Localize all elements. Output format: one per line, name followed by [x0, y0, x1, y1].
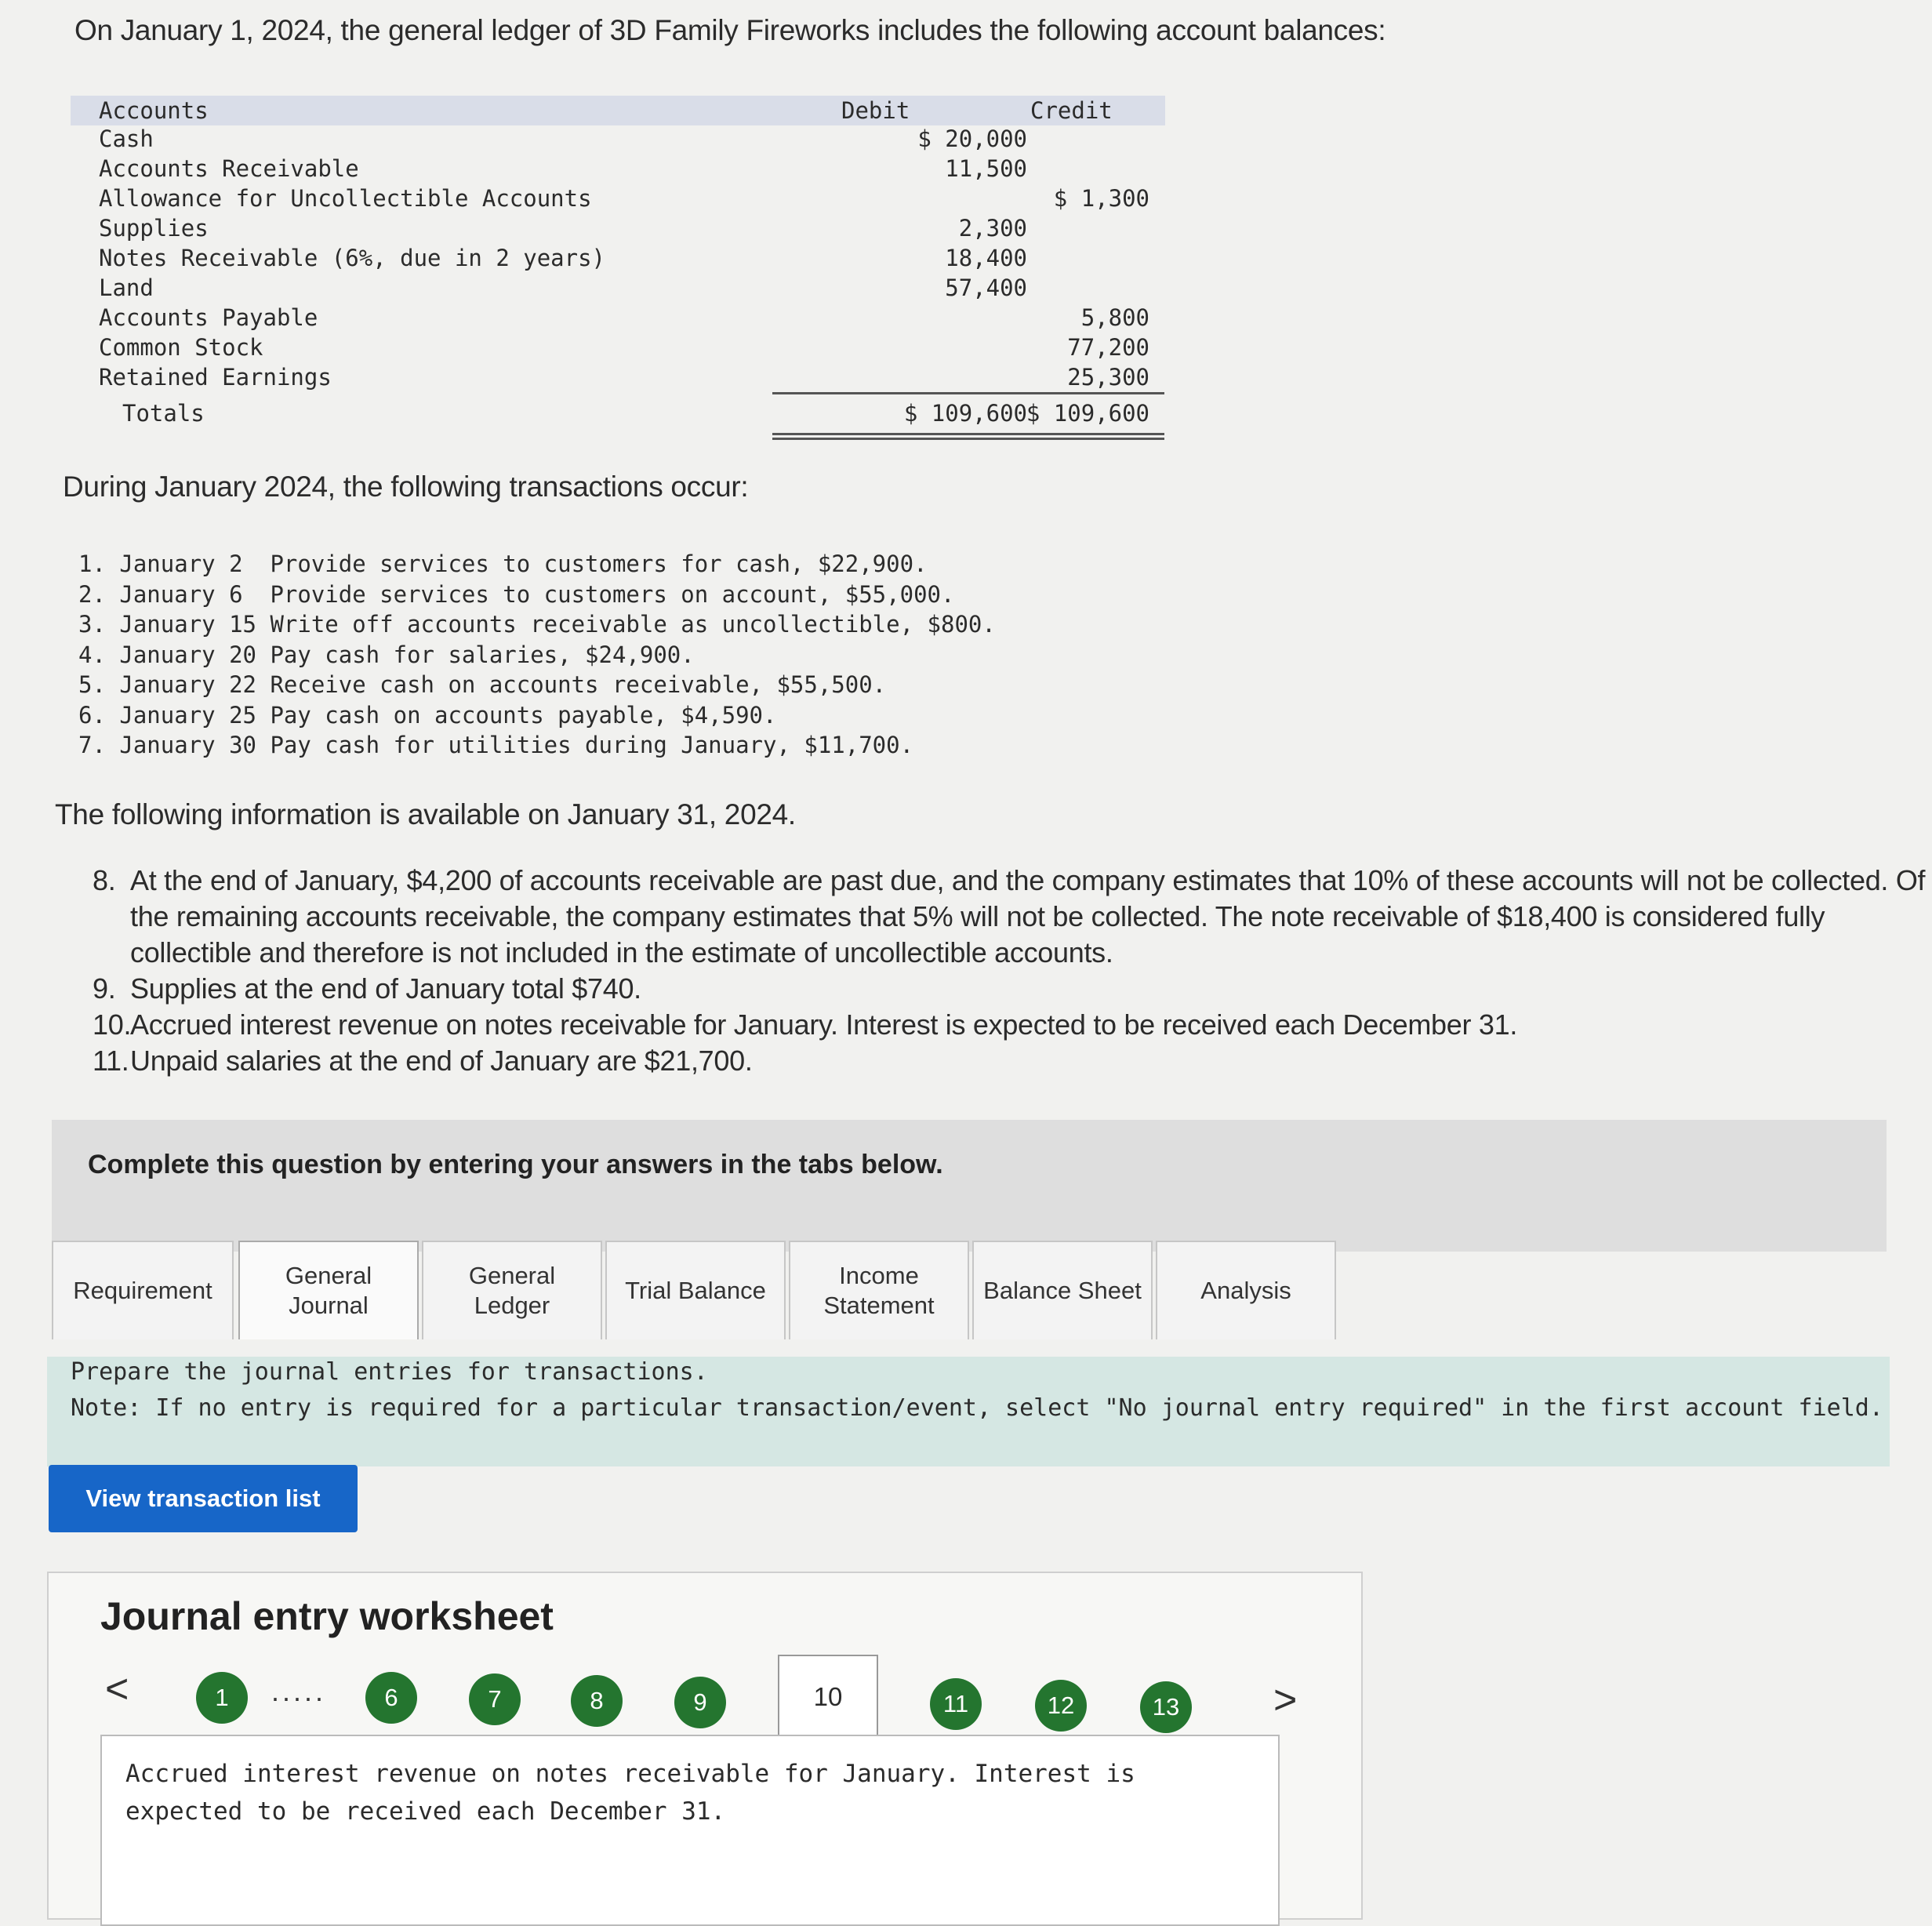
instructions-note: Note: If no entry is required for a particular transaction/event, select "No journal entry required" in the first account field. — [71, 1394, 1883, 1422]
header-credit: Credit — [1030, 97, 1113, 124]
totals-double-rule — [772, 433, 1164, 435]
info-heading: The following information is available on January 31, 2024. — [55, 798, 796, 830]
ledger-header-row — [71, 97, 1168, 127]
ledger-row: Supplies 2,300 — [99, 215, 1027, 242]
complete-prompt: Complete this question by entering your answers in the tabs below. — [88, 1150, 943, 1179]
list-item: 8. At the end of January, $4,200 of accounts receivable are past due, and the company estimates that 10% of these accounts will not be collected. Of the remaining accounts receivable, the company estimates that 5% will not be collected. The note receivable of $18,400 is considered fully collectible and therefore is not included in the estimate of uncollectible accounts. — [93, 864, 1926, 968]
step-button[interactable]: 11 — [930, 1678, 982, 1730]
next-arrow-icon[interactable]: > — [1273, 1677, 1298, 1723]
list-item: 5. January 22 Receive cash on accounts receivable, $55,500. — [78, 671, 887, 698]
list-item: 1. January 2 Provide services to customers for cash, $22,900. — [78, 551, 928, 577]
list-item: 11. Unpaid salaries at the end of January are $21,700. — [93, 1045, 753, 1077]
header-accounts: Accounts — [99, 97, 209, 124]
ledger-row: Notes Receivable (6%, due in 2 years) 18,400 — [99, 245, 1027, 271]
info-list — [93, 863, 1927, 1079]
tab-trial-balance[interactable]: Trial Balance — [605, 1241, 786, 1339]
tab-balance-sheet[interactable]: Balance Sheet — [972, 1241, 1153, 1339]
ledger-row: Allowance for Uncollectible Accounts $ 1,300 — [99, 185, 1149, 212]
problem-intro: On January 1, 2024, the general ledger of 3D Family Fireworks includes the following account balances: — [74, 14, 1386, 46]
step-active[interactable]: 10 — [778, 1655, 878, 1738]
tab-requirement[interactable]: Requirement — [52, 1241, 234, 1339]
step-button[interactable]: 7 — [469, 1673, 521, 1725]
list-item: 9. Supplies at the end of January total $740. — [93, 972, 641, 1005]
step-button[interactable]: 8 — [571, 1675, 623, 1727]
ledger-row: Common Stock 77,200 — [99, 334, 1149, 361]
ledger-row: Accounts Receivable 11,500 — [99, 155, 1027, 182]
transaction-list — [78, 549, 996, 761]
ledger-row: Cash $ 20,000 — [99, 125, 1027, 152]
list-item: 4. January 20 Pay cash for salaries, $24,900. — [78, 641, 695, 668]
list-item: 3. January 15 Write off accounts receivable as uncollectible, $800. — [78, 611, 996, 638]
list-item: 6. January 25 Pay cash on accounts payable, $4,590. — [78, 701, 777, 729]
step-button[interactable]: 13 — [1140, 1681, 1192, 1733]
step-button[interactable]: 1 — [196, 1672, 248, 1724]
ledger-row: Land 57,400 — [99, 274, 1027, 301]
tab-general-ledger[interactable]: General Ledger — [422, 1241, 602, 1339]
ledger-row: Accounts Payable 5,800 — [99, 304, 1149, 331]
worksheet-title: Journal entry worksheet — [100, 1594, 554, 1638]
list-item: 10. Accrued interest revenue on notes receivable for January. Interest is expected to be received each December 31. — [93, 1008, 1518, 1041]
totals-rule — [772, 392, 1164, 394]
header-debit: Debit — [841, 97, 910, 124]
tab-general-journal[interactable]: General Journal — [238, 1241, 419, 1339]
instructions-line: Prepare the journal entries for transactions. — [71, 1358, 708, 1386]
step-ellipsis: ..... — [271, 1675, 327, 1707]
ledger-table — [71, 93, 1168, 445]
tab-income-statement[interactable]: Income Statement — [789, 1241, 969, 1339]
step-button[interactable]: 6 — [365, 1672, 417, 1724]
transaction-description-box — [100, 1735, 1280, 1926]
ledger-row: Retained Earnings 25,300 — [99, 364, 1149, 391]
list-item: 7. January 30 Pay cash for utilities during January, $11,700. — [78, 732, 914, 758]
step-button[interactable]: 12 — [1035, 1680, 1087, 1732]
journal-entry-worksheet — [47, 1572, 1363, 1920]
totals-double-rule — [772, 438, 1164, 440]
transaction-description: Accrued interest revenue on notes receivable for January. Interest is expected to be received each December 31. — [125, 1760, 1135, 1826]
tab-analysis[interactable]: Analysis — [1156, 1241, 1336, 1339]
instructions-panel — [47, 1357, 1890, 1466]
list-item: 2. January 6 Provide services to customers on account, $55,000. — [78, 580, 955, 608]
view-transaction-list-button[interactable]: View transaction list — [49, 1465, 358, 1532]
step-button[interactable]: 9 — [674, 1677, 726, 1728]
transactions-heading: During January 2024, the following transactions occur: — [63, 471, 749, 503]
requirement-tabs — [52, 1241, 1887, 1343]
complete-prompt-band — [52, 1120, 1887, 1252]
prev-arrow-icon[interactable]: < — [105, 1666, 129, 1712]
ledger-totals-row: Totals $ 109,600 $ 109,600 — [122, 400, 1149, 427]
